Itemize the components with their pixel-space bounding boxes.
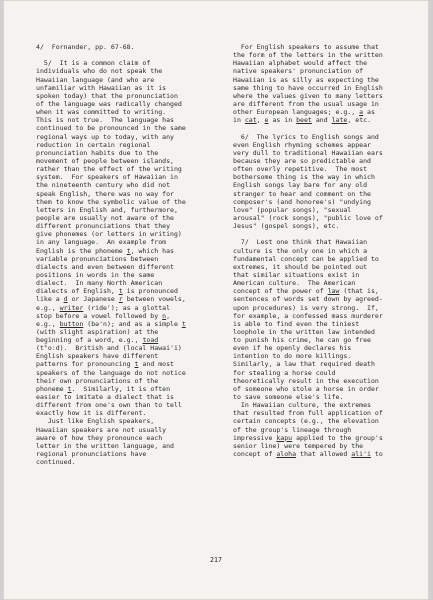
text-segment: easier to imitate a dialect that is: [36, 393, 174, 402]
text-segment: the form of the letters in the written: [233, 51, 383, 60]
text-line: [36, 149, 186, 157]
text-segment: the nineteenth century who did not: [36, 181, 171, 190]
text-segment: 4/ Fornander, pp. 67-68.: [36, 43, 135, 51]
text-line: [36, 417, 186, 425]
text-line: [233, 377, 383, 385]
text-segment: extremes, it should be pointed out: [233, 262, 368, 271]
text-segment: or Japanese: [67, 295, 119, 304]
text-line: [233, 426, 383, 434]
text-line: [233, 304, 383, 312]
text-segment: even if he openly declares his: [233, 344, 352, 353]
underlined-term: t: [67, 384, 72, 393]
text-segment: to: [370, 450, 383, 459]
text-segment: phoneme: [36, 384, 68, 393]
text-segment: of the group's lineage through: [233, 425, 352, 434]
text-line: [233, 43, 383, 51]
text-line: [36, 450, 186, 458]
text-line: [36, 255, 186, 263]
text-segment: love" (popular songs), "sexual: [233, 205, 352, 214]
page-number: 217: [210, 556, 222, 564]
text-line: [233, 352, 383, 360]
text-line: [36, 287, 186, 295]
text-line: [233, 124, 383, 132]
text-line: [233, 181, 383, 189]
text-segment: arousal" (rock songs), "public love of: [233, 213, 383, 222]
text-line: [36, 320, 186, 328]
text-segment: to save someone else's life.: [233, 393, 344, 402]
text-segment: dialects and even between different: [36, 262, 174, 271]
text-segment: stop before a vowel followed by: [36, 311, 163, 320]
underlined-term: t: [126, 246, 131, 255]
text-line: [36, 401, 186, 409]
text-line: [233, 238, 383, 246]
underlined-term: late: [331, 116, 348, 125]
text-line: [36, 279, 186, 287]
text-segment: e.g.,: [36, 303, 60, 312]
text-segment: system. For speakers of Hawaiian in: [36, 173, 178, 182]
underlined-term: kapu: [276, 433, 293, 442]
text-segment: because they are so predictable and: [233, 156, 371, 165]
text-line: [233, 51, 383, 59]
text-line: [233, 328, 383, 336]
text-segment: fundamental concept can be applied to: [233, 254, 379, 263]
text-segment: English is the phoneme: [36, 246, 127, 255]
text-segment: between vowels,: [122, 295, 186, 304]
text-line: [36, 336, 186, 344]
underlined-term: toad: [142, 336, 159, 345]
text-line: [36, 409, 186, 417]
text-line: [233, 76, 383, 84]
text-segment: Just like English speakers,: [36, 417, 155, 426]
text-line: [36, 352, 186, 360]
text-segment: continued to be pronounced in the same: [36, 124, 186, 133]
text-segment: that similar situations exist in: [233, 270, 360, 279]
text-segment: individuals who do not speak the: [36, 67, 163, 76]
underlined-term: n: [162, 311, 167, 320]
text-segment: intention to do more killings.: [233, 352, 352, 361]
text-segment: that resulted from full application of: [233, 409, 383, 418]
text-line: [36, 222, 186, 230]
right-text-column: [233, 43, 383, 458]
text-line: [36, 206, 186, 214]
text-segment: continued.: [36, 458, 76, 467]
text-line: [36, 157, 186, 165]
text-segment: of the language was radically changed: [36, 99, 182, 108]
text-segment: Hawaiian alphabet would affect the: [233, 59, 368, 68]
text-segment: sentences of words set down by agreed-: [233, 295, 383, 304]
text-segment: Jesus" (gospel songs), etc.: [233, 222, 340, 231]
text-line: [36, 385, 186, 393]
text-line: [233, 222, 383, 230]
text-segment: dialects of English,: [36, 287, 119, 296]
text-segment: upon procedures) is very strong. If,: [233, 303, 379, 312]
text-line: [36, 108, 186, 116]
text-line: [233, 198, 383, 206]
text-line: [36, 377, 186, 385]
text-segment: letter in the written language, and: [36, 441, 174, 450]
text-segment: like a: [36, 295, 64, 304]
text-segment: applied to the group's: [292, 433, 383, 442]
text-segment: of someone who stole a horse in order: [233, 384, 379, 393]
text-line: [233, 320, 383, 328]
text-segment: that allowed: [296, 450, 352, 459]
text-segment: to punish his crime, he can go free: [233, 336, 371, 345]
left-text-column: [36, 43, 186, 466]
text-line: [36, 328, 186, 336]
text-segment: letters in English and, furthermore,: [36, 205, 178, 214]
text-segment: bothersome thing is the way in which: [233, 173, 375, 182]
text-segment: beginning of a word, e.g.,: [36, 336, 143, 345]
text-segment: In Hawaiian culture, the extremes: [233, 401, 371, 410]
text-segment: (that is,: [339, 287, 379, 296]
text-segment: them to know the symbolic value of the: [36, 197, 186, 206]
text-segment: unfamiliar with Hawaiian as it is: [36, 83, 167, 92]
text-segment: is able to find even the tiniest: [233, 319, 360, 328]
text-line: [36, 393, 186, 401]
text-segment: (bə'n); and as a simple: [83, 319, 182, 328]
text-segment: certain concepts (e.g., the elevation: [233, 417, 379, 426]
text-line: [36, 230, 186, 238]
text-segment: dialect. In many North American: [36, 279, 163, 288]
underlined-term: beet: [296, 116, 312, 125]
text-line: [233, 230, 383, 238]
text-line: [233, 271, 383, 279]
text-line: [36, 312, 186, 320]
text-line: [36, 92, 186, 100]
underlined-term: writer: [59, 303, 84, 312]
text-segment: different from one's own than to tell: [36, 401, 182, 410]
text-line: [233, 67, 383, 75]
text-line: [36, 165, 186, 173]
text-segment: American culture. The American: [233, 279, 356, 288]
text-line: [36, 141, 186, 149]
text-line: [233, 263, 383, 271]
text-segment: e.g.,: [36, 319, 60, 328]
text-segment: for stealing a horse could: [233, 368, 336, 377]
text-segment: , which has: [130, 246, 174, 255]
text-line: [233, 336, 383, 344]
text-line: [233, 157, 383, 165]
underlined-term: cat: [244, 116, 257, 125]
text-line: [36, 304, 186, 312]
text-line: [233, 344, 383, 352]
underlined-term: law: [327, 287, 340, 296]
text-segment: spoken today) that the pronunciation: [36, 91, 178, 100]
text-line: [36, 76, 186, 84]
text-segment: 7/ Lest one think that Hawaiian: [233, 238, 368, 247]
text-segment: senior line) were tempered by the: [233, 441, 364, 450]
text-line: [233, 206, 383, 214]
text-line: [36, 173, 186, 181]
underlined-term: t: [134, 360, 139, 369]
text-line: [36, 116, 186, 124]
text-line: [233, 149, 383, 157]
text-line: [36, 43, 186, 51]
text-line: [233, 92, 383, 100]
text-line: [36, 458, 186, 466]
text-segment: as in: [268, 116, 297, 125]
underlined-term: ali'i: [351, 450, 371, 459]
text-segment: Hawaiian language (and who are: [36, 75, 155, 84]
text-line: [36, 238, 186, 246]
text-line: [233, 287, 383, 295]
text-line: [233, 214, 383, 222]
text-segment: speakers of the language do not notice: [36, 368, 186, 377]
text-line: [36, 133, 186, 141]
text-line: [36, 369, 186, 377]
underlined-term: aloha: [276, 450, 297, 459]
text-segment: (rideʳ); as a glottal: [83, 303, 171, 312]
text-line: [233, 393, 383, 401]
text-segment: their own pronunciations of the: [36, 376, 159, 385]
text-line: [233, 100, 383, 108]
text-line: [36, 442, 186, 450]
text-segment: For English speakers to assume that: [233, 43, 379, 51]
text-line: [233, 295, 383, 303]
text-line: [36, 360, 186, 368]
text-segment: aware of how they pronounce each: [36, 433, 163, 442]
text-segment: regional ways up to today, with any: [36, 132, 174, 141]
text-line: [233, 401, 383, 409]
text-segment: English songs lay bare for any old: [233, 181, 368, 190]
text-line: [233, 450, 383, 458]
text-line: [36, 124, 186, 132]
text-segment: speak English, there was no way for: [36, 189, 174, 198]
text-segment: patterns for pronouncing: [36, 360, 135, 369]
text-line: [233, 108, 383, 116]
text-line: [233, 434, 383, 442]
text-segment: Similarly, a law that required death: [233, 360, 375, 369]
text-line: [233, 84, 383, 92]
text-line: [36, 59, 186, 67]
text-line: [36, 181, 186, 189]
underlined-term: button: [59, 319, 84, 328]
text-segment: concept of: [233, 450, 277, 459]
text-line: [233, 385, 383, 393]
text-segment: is pronounced: [122, 287, 178, 296]
text-line: [233, 173, 383, 181]
text-segment: pronunciation habits due to the: [36, 148, 159, 157]
text-line: [233, 165, 383, 173]
text-segment: exactly how it is different.: [36, 409, 147, 418]
text-line: [36, 84, 186, 92]
text-segment: people are usually not aware of the: [36, 213, 174, 222]
text-line: [36, 190, 186, 198]
text-segment: (tʰoːd). British and (local Hawai'i): [36, 344, 182, 353]
text-line: [233, 312, 383, 320]
text-segment: in any language. An example from: [36, 238, 167, 247]
text-segment: concept of the power of: [233, 287, 328, 296]
text-line: [36, 100, 186, 108]
text-segment: native speakers' pronunciation of: [233, 67, 364, 76]
text-line: [36, 434, 186, 442]
text-segment: same thing to have occurred in English: [233, 83, 383, 92]
text-segment: where the values given to many letters: [233, 91, 383, 100]
underlined-term: t: [118, 287, 123, 296]
text-segment: and most: [138, 360, 174, 369]
text-segment: positions in words in the same: [36, 270, 155, 279]
text-segment: impressive: [233, 433, 277, 442]
text-line: [36, 51, 186, 59]
text-segment: often overly repetitive. The most: [233, 165, 368, 174]
text-segment: ,: [256, 116, 265, 125]
text-line: [233, 133, 383, 141]
text-segment: and: [311, 116, 332, 125]
text-line: [233, 116, 383, 124]
text-line: [233, 417, 383, 425]
text-segment: theoretically result in the execution: [233, 376, 379, 385]
text-line: [36, 247, 186, 255]
text-segment: very dull to traditional Hawaiian ears: [233, 148, 383, 157]
text-line: [36, 198, 186, 206]
text-segment: in: [233, 116, 245, 125]
text-segment: Hawaiian is as silly as expecting the: [233, 75, 379, 84]
text-segment: are different from the usual usage in: [233, 99, 379, 108]
text-segment: stranger to hear and comment on the: [233, 189, 371, 198]
text-line: [36, 295, 186, 303]
document-page: [3, 0, 429, 600]
text-line: [233, 255, 383, 263]
text-line: [233, 442, 383, 450]
text-segment: regional pronunciations have: [36, 450, 147, 459]
text-line: [233, 369, 383, 377]
underlined-term: r: [118, 295, 123, 304]
text-segment: for example, a confessed mass murderer: [233, 311, 383, 320]
text-segment: reduction in certain regional: [36, 140, 151, 149]
text-segment: Hawaiian speakers are not usually: [36, 425, 167, 434]
text-line: [36, 214, 186, 222]
text-line: [233, 141, 383, 149]
text-line: [36, 344, 186, 352]
text-segment: when it was committed to writing.: [36, 108, 167, 117]
text-segment: 5/ It is a common claim of: [36, 59, 151, 68]
text-segment: rather than the effect of the writing: [36, 165, 182, 174]
underlined-term: d: [63, 295, 68, 304]
text-segment: (with slight aspiration) at the: [36, 327, 159, 336]
text-line: [233, 247, 383, 255]
text-segment: . Similarly, it is often: [71, 384, 171, 393]
text-segment: ,: [166, 311, 171, 320]
text-line: [36, 67, 186, 75]
text-line: [233, 279, 383, 287]
text-segment: composer's (and honoree's) "undying: [233, 197, 371, 206]
underlined-term: e: [264, 116, 269, 125]
text-segment: , etc.: [347, 116, 372, 125]
text-line: [233, 59, 383, 67]
text-segment: culture is the only one in which a: [233, 246, 368, 255]
text-segment: English speakers have different: [36, 352, 159, 361]
text-segment: loophole in the written law intended: [233, 327, 375, 336]
underlined-term: t: [181, 319, 186, 328]
text-segment: different pronunciations that they: [36, 222, 171, 231]
text-line: [233, 190, 383, 198]
text-segment: even English rhyming schemes appear: [233, 140, 371, 149]
text-segment: movement of people between islands,: [36, 156, 174, 165]
text-segment: as: [363, 108, 375, 117]
text-line: [233, 409, 383, 417]
text-line: [233, 360, 383, 368]
text-segment: give phonemes (or letters in writing): [36, 230, 182, 239]
text-line: [36, 263, 186, 271]
text-segment: variable pronunciations between: [36, 254, 159, 263]
text-segment: other European languages; e.g.,: [233, 108, 360, 117]
underlined-term: a: [359, 108, 364, 117]
text-line: [36, 426, 186, 434]
text-segment: 6/ The lyrics to English songs and: [233, 132, 379, 141]
text-line: [36, 271, 186, 279]
text-segment: This is not true. The language has: [36, 116, 174, 125]
